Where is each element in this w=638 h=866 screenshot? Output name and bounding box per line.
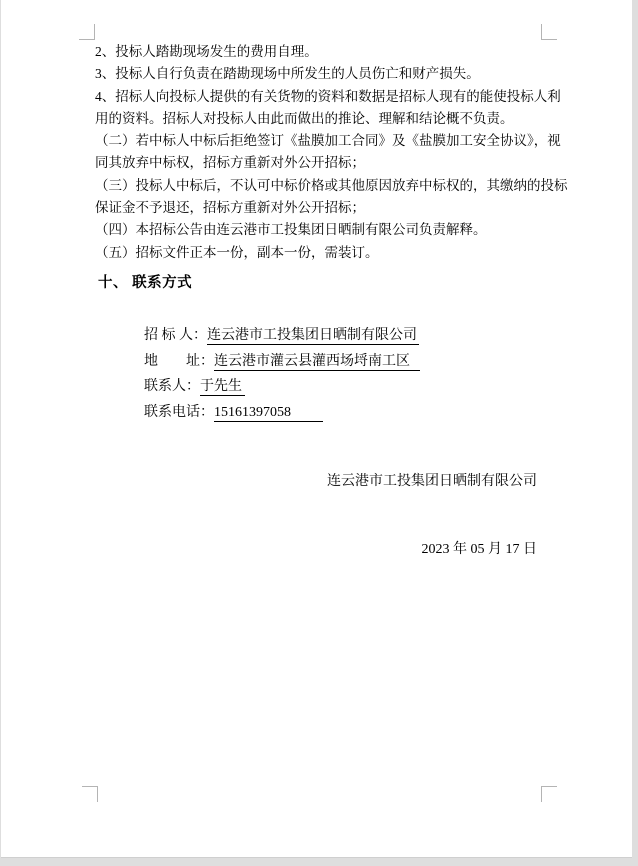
body-line: （二）若中标人中标后拒绝签订《盐膜加工合同》及《盐膜加工安全协议》，视 (95, 133, 561, 149)
contact-value-underlined: 连云港市工投集团日晒制有限公司 (207, 328, 417, 343)
text-boundary-mark-bottom-left (82, 786, 98, 802)
body-line: 3、投标人自行负责在踏勘现场中所发生的人员伤亡和财产损失。 (95, 66, 480, 82)
contact-block (123, 308, 420, 421)
body-text (95, 41, 568, 264)
contact-value-underlined: 连云港市灌云县灌西场埒南工区 (214, 354, 420, 371)
document-page[interactable] (1, 0, 632, 858)
text-boundary-mark-top-left (79, 24, 95, 40)
body-line: （五）招标文件正本一份，副本一份，需装订。 (95, 244, 379, 260)
contact-value-underlined: 15161397058 (214, 405, 323, 422)
contact-label: 招 标 人： (144, 328, 207, 343)
body-line: 同其放弃中标权，招标方重新对外公开招标； (95, 155, 365, 171)
contact-label: 联系人： (144, 379, 200, 395)
body-line: 4、招标人向投标人提供的有关货物的资料和数据是招标人现有的能使投标人利 (95, 88, 561, 104)
text-boundary-mark-bottom-right (541, 786, 557, 802)
body-line: （四）本招标公告由连云港市工投集团日晒制有限公司负责解释。 (95, 222, 487, 238)
body-line: （三）投标人中标后，不认可中标价格或其他原因放弃中标权的，其缴纳的投标 (95, 177, 568, 193)
section-heading-contact: 十、 联系方式 (98, 275, 193, 291)
contact-row-tenderee (123, 308, 420, 343)
body-line: 2、投标人踏勘现场发生的费用自理。 (95, 44, 318, 59)
contact-label: 地 址： (144, 353, 214, 369)
signature-block (327, 426, 537, 606)
signature-company: 连云港市工投集团日晒制有限公司 (327, 474, 537, 489)
signature-date: 2023 年 05 月 17 日 (421, 541, 537, 557)
contact-label: 联系电话： (144, 405, 214, 421)
contact-value-underlined: 于先生 (200, 379, 245, 396)
body-line: 用的资料。招标人对投标人由此而做出的推论、理解和结论概不负责。 (95, 110, 514, 126)
body-line: 保证金不予退还，招标方重新对外公开招标； (95, 200, 365, 216)
text-boundary-mark-top-right (541, 24, 557, 40)
